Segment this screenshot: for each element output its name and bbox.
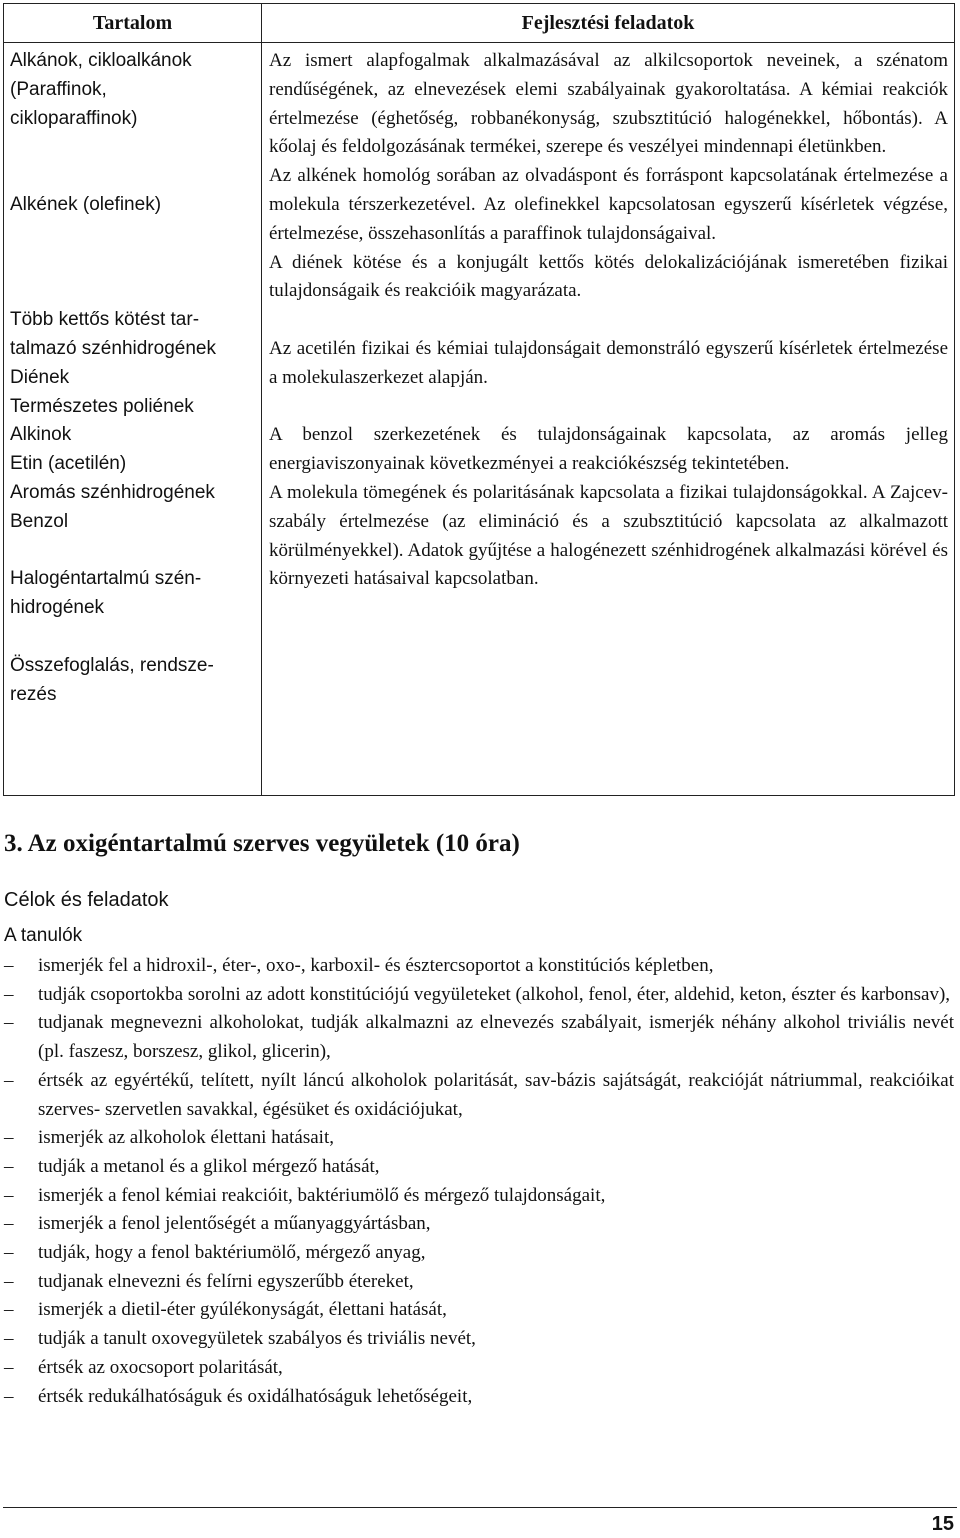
task-paragraph-dienes: A diének kötése és a konjugált kettős kötés delokalizációjának ismeretében fizikai tulajdonságaik és reakcióik magyarázata. bbox=[269, 251, 948, 302]
task-paragraph-acetylene: Az acetilén fizikai és kémiai tulajdonságait demonstráló egyszerű kísérletek értelmezése a molekulaszerkezet alapján. bbox=[269, 337, 948, 388]
dash-bullet: – bbox=[4, 1328, 14, 1350]
content-item: Alkánok, cikloalkánok bbox=[10, 50, 192, 71]
task-paragraph-alkanes: Az ismert alapfogalmak alkalmazásával az alkilcsoportok neveinek, a szénatom rendűségének, az elnevezések elemi szabályainak gyakoroltatása. A kémiai reakciók értelmezése (éghetőség, robbanékonyság, szubsztitúció halogénekkel, hőbontás). A kőolaj és feldolgozásának termékei, szerepe és veszélyei mindennapi életünkben. bbox=[269, 50, 948, 158]
dash-bullet: – bbox=[4, 983, 14, 1005]
section-title bbox=[4, 826, 520, 862]
footer-divider bbox=[3, 1507, 957, 1508]
tasks-column bbox=[262, 43, 955, 796]
list-item: – értsék az egyértékű, telített, nyílt láncú alkoholok polaritását, sav-bázis sajátságát, reakcióját nátriummal, reakcióikat szerves- szervetlen savakkal, égésüket és oxidációjukat, bbox=[4, 1067, 954, 1124]
content-item: Diének bbox=[10, 366, 70, 388]
content-item: Etin (acetilén) bbox=[10, 453, 127, 475]
list-item: – ismerjék a dietil-éter gyúlékonyságát, élettani hatását, bbox=[4, 1296, 954, 1325]
dash-bullet: – bbox=[4, 1299, 14, 1321]
list-item: – ismerjék a fenol jelentőségét a műanyaggyártásban, bbox=[4, 1210, 954, 1239]
dash-bullet: – bbox=[4, 1242, 14, 1264]
list-item: – tudják a tanult oxovegyületek szabályos és triviális nevét, bbox=[4, 1325, 954, 1354]
table-header-tasks: Fejlesztési feladatok bbox=[262, 4, 955, 43]
goals-heading: Célok és feladatok bbox=[4, 889, 169, 911]
dash-bullet: – bbox=[4, 1012, 14, 1034]
dash-bullet: – bbox=[4, 1356, 14, 1378]
task-paragraph-alkenes: Az alkének homológ sorában az olvadáspont és forráspont kapcsolatának értelmezése a molekula térszerkezetével. Az olefinekkel kapcsolatosan egyszerű kísérletek végzése, értelmezése, összehasonlítás a paraffinok tulajdonságaival. bbox=[269, 165, 948, 244]
list-item: – ismerjék a fenol kémiai reakcióit, baktériumölő és mérgező tulajdonságait, bbox=[4, 1182, 954, 1211]
list-item: – tudjanak megnevezni alkoholokat, tudják alkalmazni az elnevezés szabályait, ismerjék néhány alkohol triviális nevét (pl. faszesz, borszesz, glikol, glicerin), bbox=[4, 1009, 954, 1066]
page-number: 15 bbox=[931, 1513, 954, 1535]
list-item: – tudjanak elnevezni és felírni egyszerűbb étereket, bbox=[4, 1268, 954, 1297]
dash-bullet: – bbox=[4, 1127, 14, 1149]
content-item: Több kettős kötést tar- bbox=[10, 309, 200, 331]
goals-intro: A tanulók bbox=[4, 925, 83, 946]
dash-bullet: – bbox=[4, 1184, 14, 1206]
dash-bullet: – bbox=[4, 1213, 14, 1235]
content-item: Természetes poliének bbox=[10, 395, 194, 417]
content-item: Halogéntartalmú szén- bbox=[10, 568, 202, 590]
content-item: Alkének (olefinek) bbox=[10, 193, 162, 215]
dash-bullet: – bbox=[4, 1385, 14, 1407]
dash-bullet: – bbox=[4, 955, 14, 976]
section-title-text: Az oxigéntartalmú szerves vegyületek (10 óra) bbox=[27, 830, 520, 857]
goals-list bbox=[4, 952, 954, 1411]
content-item: hidrogének bbox=[10, 597, 105, 619]
task-paragraph-benzene: A benzol szerkezetének és tulajdonságainak kapcsolata, az aromás jelleg energiaviszonyainak következményei a reakciókészség tekintetében. bbox=[269, 424, 948, 475]
section-number: 3. bbox=[4, 830, 23, 857]
list-item: – tudják csoportokba sorolni az adott konstitúciójú vegyületeket (alkohol, fenol, éter, aldehid, keton, észter és karbonsav), bbox=[4, 981, 954, 1010]
content-item: rezés bbox=[10, 683, 57, 705]
list-item: – ismerjék az alkoholok élettani hatásait, bbox=[4, 1124, 954, 1153]
content-item: (Paraffinok, bbox=[10, 78, 107, 100]
list-item: – tudják, hogy a fenol baktériumölő, mérgező anyag, bbox=[4, 1239, 954, 1268]
task-paragraph-halogen: A molekula tömegének és polaritásának kapcsolata a fizikai tulajdonságokkal. A Zajcev-szabály értelmezése (az elimináció és a szubsztitúció kapcsolata az alkalmazott körülményekkel). Adatok gyűjtése a halogénezett szénhidrogének alkalmazási körével és környezeti hatásaival kapcsolatban. bbox=[269, 481, 948, 590]
content-item: Aromás szénhidrogének bbox=[10, 481, 215, 503]
content-item: Benzol bbox=[10, 510, 69, 532]
dash-bullet: – bbox=[4, 1069, 14, 1091]
content-column bbox=[4, 43, 262, 796]
table-header-content: Tartalom bbox=[4, 4, 262, 43]
content-item: Alkinok bbox=[10, 424, 72, 446]
list-item: – értsék redukálhatóságuk és oxidálhatóságuk lehetőségeit, bbox=[4, 1383, 954, 1412]
list-item: – értsék az oxocsoport polaritását, bbox=[4, 1354, 954, 1383]
content-item: Összefoglalás, rendsze- bbox=[10, 654, 214, 676]
curriculum-table bbox=[3, 3, 955, 796]
list-item: – tudják a metanol és a glikol mérgező hatását, bbox=[4, 1153, 954, 1182]
list-item: – ismerjék fel a hidroxil-, éter-, oxo-, karboxil- és észtercsoportot a konstitúciós képletben, bbox=[4, 952, 954, 981]
content-item: talmazó szénhidrogének bbox=[10, 337, 216, 359]
dash-bullet: – bbox=[4, 1270, 14, 1292]
dash-bullet: – bbox=[4, 1155, 14, 1177]
content-item: cikloparaffinok) bbox=[10, 107, 138, 129]
